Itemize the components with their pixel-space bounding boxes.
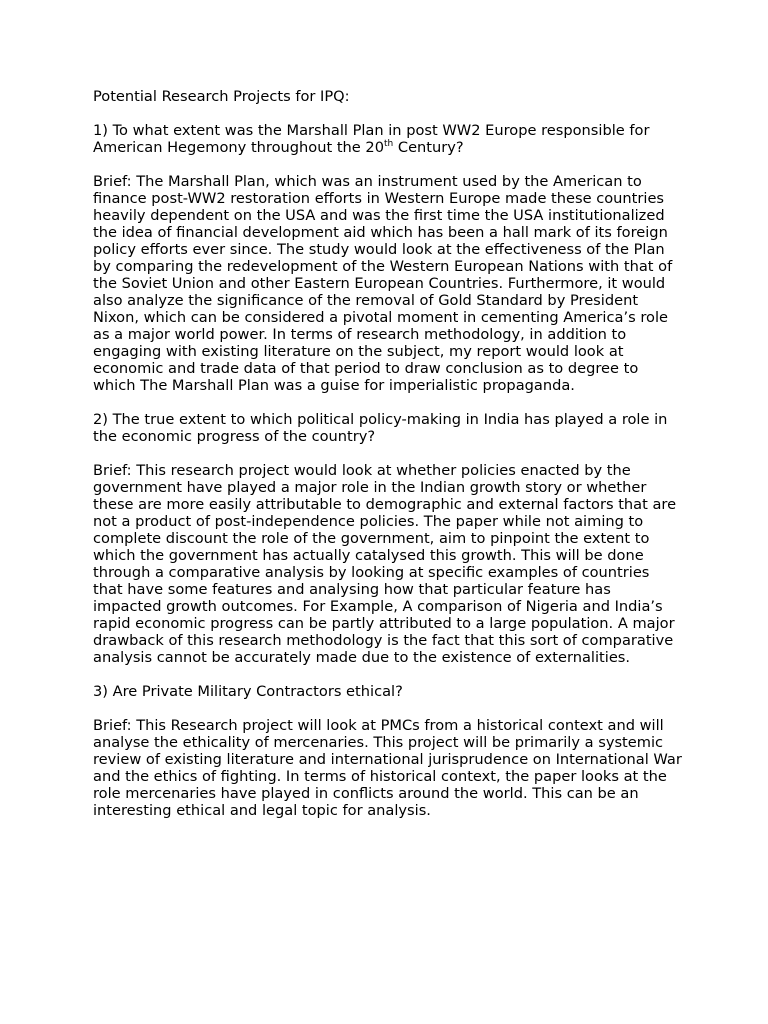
brief-3: Brief: This Research project will look at PMCs from a historical context and will analyse the ethicality of mercenaries. This project will be primarily a systemic review of existing literature and international jurisprudence on International War and the ethics of fighting. In terms of historical context, the paper looks at the role mercenaries have played in conflicts around the world. This can be an interesting ethical and legal topic for analysis. xyxy=(93,717,682,819)
question-1-text: 1) To what extent was the Marshall Plan in post WW2 Europe responsible for American Hegemony throughout the 20 xyxy=(93,122,650,156)
question-1 xyxy=(93,122,683,156)
question-2: 2) The true extent to which political policy-making in India has played a role in the economic progress of the country? xyxy=(93,411,668,445)
brief-2: Brief: This research project would look at whether policies enacted by the government have played a major role in the Indian growth story or whether these are more easily attributable to demographic and external factors that are not a product of post-independence policies. The paper while not aiming to complete discount the role of the government, aim to pinpoint the extent to which the government has actually catalysed this growth. This will be done through a comparative analysis by looking at specific examples of countries that have some features and analysing how that particular feature has impacted growth outcomes. For Example, A comparison of Nigeria and India’s rapid economic progress can be partly attributed to a large population. A major drawback of this research methodology is the fact that this sort of comparative analysis cannot be accurately made due to the existence of externalities. xyxy=(93,462,677,666)
question-1-text-end: Century? xyxy=(393,139,464,156)
question-3: 3) Are Private Military Contractors ethical? xyxy=(93,683,403,700)
document-heading: Potential Research Projects for IPQ: xyxy=(93,88,350,105)
brief-1: Brief: The Marshall Plan, which was an instrument used by the American to finance post-WW2 restoration efforts in Western Europe made these countries heavily dependent on the USA and was the first time the USA institutionalized the idea of financial development aid which has been a hall mark of its foreign policy efforts ever since. The study would look at the effectiveness of the Plan by comparing the redevelopment of the Western European Nations with that of the Soviet Union and other Eastern European Countries. Furthermore, it would also analyze the significance of the removal of Gold Standard by President Nixon, which can be considered a pivotal moment in cementing America’s role as a major world power. In terms of research methodology, in addition to engaging with existing literature on the subject, my report would look at economic and trade data of that period to draw conclusion as to degree to which The Marshall Plan was a guise for imperialistic propaganda. xyxy=(93,173,673,394)
question-1-superscript: th xyxy=(384,139,394,150)
document-body xyxy=(93,88,683,836)
